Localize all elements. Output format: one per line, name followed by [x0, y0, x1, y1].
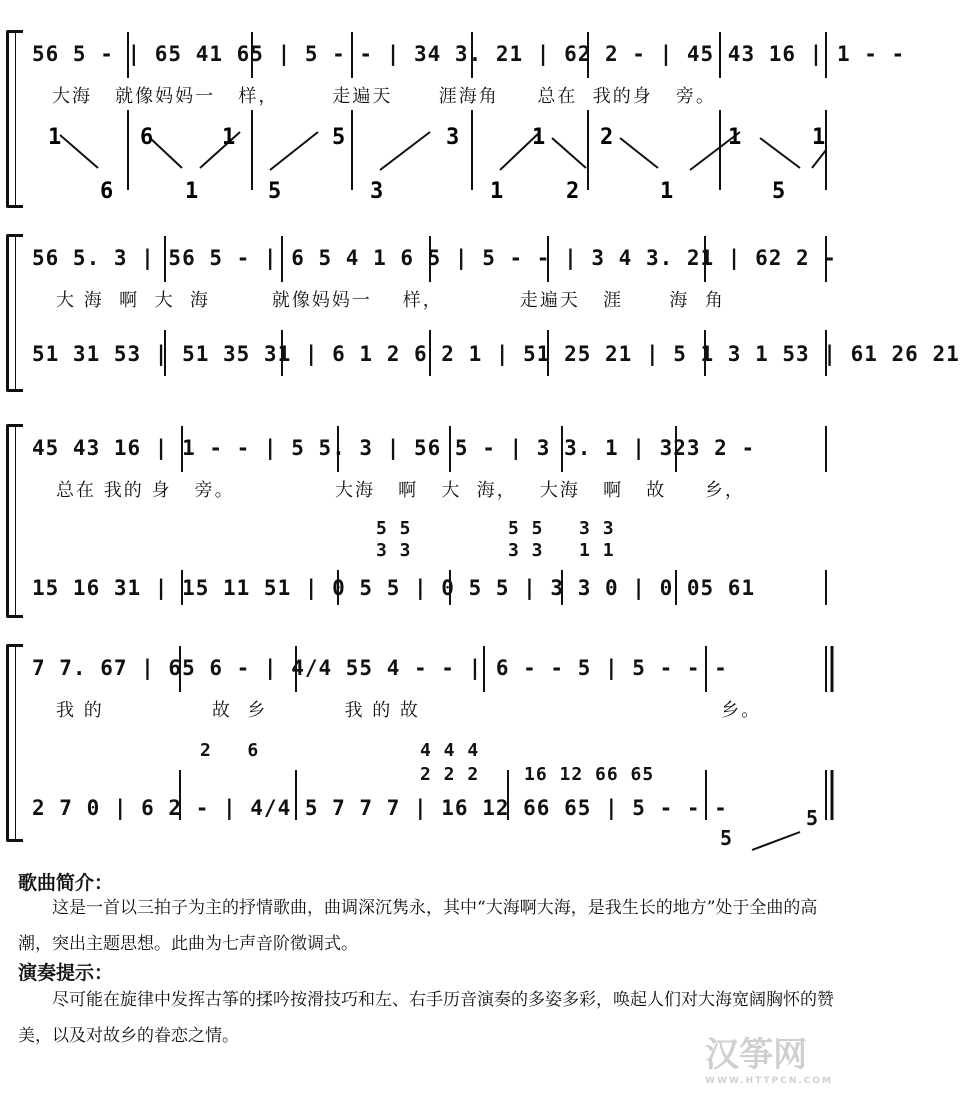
accompaniment-line	[32, 788, 843, 828]
lyrics-line: 大海 就像妈妈一 样， 走遍天 涯海角 总在 我的身 旁。	[52, 86, 716, 107]
lyrics-line: 总在 我的 身 旁。 大海 啊 大 海， 大海 啊 故 乡，	[56, 480, 745, 501]
svg-text:2: 2	[600, 125, 614, 150]
svg-text:1: 1	[490, 179, 504, 204]
melody-line	[32, 428, 843, 468]
svg-text:3: 3	[370, 179, 384, 204]
svg-text:1: 1	[222, 125, 236, 150]
svg-text:2: 2	[566, 179, 580, 204]
melody-notes: 45 43 16 | 1 - - | 5 5. 3 | 56 5 - | 3 3. 1 | 323 2 -	[32, 436, 756, 460]
tail-note-high: 5	[806, 806, 820, 830]
system-brace	[6, 424, 23, 618]
watermark-logo	[705, 1027, 833, 1086]
chord-mid-b: 3 3 1 1	[508, 540, 615, 561]
svg-text:1: 1	[660, 179, 674, 204]
system-brace	[6, 644, 23, 842]
svg-text:6: 6	[100, 179, 114, 204]
svg-text:3: 3	[446, 125, 460, 150]
lyrics-line: 我 的 故 乡 我 的 故 乡。	[56, 700, 762, 721]
svg-text:6: 6	[140, 125, 154, 150]
svg-text:1: 1	[48, 125, 62, 150]
svg-text:1: 1	[812, 125, 826, 150]
intro-heading: 歌曲简介：	[18, 872, 114, 894]
melody-notes: 7 7. 67 | 65 6 - | 4/4 55 4 - - | 6 - - 5 | 5 - - -	[32, 656, 728, 680]
chord-mid-b: 16 12 66 65	[524, 764, 655, 785]
accompaniment-line	[32, 334, 960, 374]
svg-text:1: 1	[728, 125, 742, 150]
watermark-url: WWW.HTTPCN.COM	[705, 1076, 833, 1086]
score-system-4	[0, 640, 861, 865]
chord-mid-a: 3 3	[376, 540, 412, 561]
accompaniment-notes: 2 7 0 | 6 2 - | 4/4 5 7 7 7 | 16 12 66 65 | 5 - - -	[32, 796, 728, 820]
score-system-1	[0, 20, 906, 205]
svg-text:1: 1	[532, 125, 546, 150]
melody-line	[32, 34, 906, 74]
melody-notes: 56 5 - | 65 41 65 | 5 - - | 34 3. 21 | 62 2 - | 45 43 16 | 1 - -	[32, 42, 906, 66]
chord-mid-a: 2 2 2	[420, 764, 480, 785]
accompaniment-line	[32, 568, 843, 608]
accompaniment-notes: 15 16 31 | 15 11 51 | 0 5 5 | 0 5 5 | 3 3 0 | 0 05 61	[32, 576, 756, 600]
chord-top-a: 5 5	[376, 518, 412, 539]
melody-line	[32, 238, 843, 278]
chord-top-b: 5 5 3 3	[508, 518, 615, 539]
tips-heading: 演奏提示：	[18, 962, 114, 984]
melody-notes: 56 5. 3 | 56 5 - | 6 5 4 1 6 5 | 5 - - | 3 4 3. 21 | 62 2 -	[32, 246, 837, 270]
svg-text:5: 5	[332, 125, 346, 150]
watermark-brand: 汉筝网	[705, 1035, 808, 1075]
svg-text:5: 5	[772, 179, 786, 204]
accompaniment-notes: 51 31 53 | 51 35 31 | 6 1 2 6 2 1 | 51 25 21 | 5 1 3 1 53 | 61 26 21	[32, 342, 960, 366]
tips-text: 尽可能在旋律中发挥古筝的揉吟按滑技巧和左、右手历音演奏的多姿多彩，唤起人们对大海宽阔胸怀的赞美，以及对故乡的眷恋之情。	[18, 990, 834, 1046]
melody-line	[32, 648, 843, 688]
system-brace	[6, 234, 23, 392]
tail-note-low: 5	[720, 826, 734, 850]
svg-text:1: 1	[185, 179, 199, 204]
svg-text:5: 5	[268, 179, 282, 204]
chord-top-a: 2 6	[200, 740, 260, 761]
lyrics-line: 大 海 啊 大 海 就像妈妈一 样， 走遍天 涯 海 角	[56, 290, 725, 311]
intro-text: 这是一首以三拍子为主的抒情歌曲，曲调深沉隽永，其中“大海啊大海，是我生长的地方”处于全曲的高潮，突出主题思想。此曲为七声音阶徵调式。	[18, 898, 818, 954]
chord-top-b: 4 4 4	[420, 740, 480, 761]
score-system-3	[0, 420, 861, 615]
score-system-2	[0, 230, 960, 390]
system-brace	[6, 30, 23, 208]
